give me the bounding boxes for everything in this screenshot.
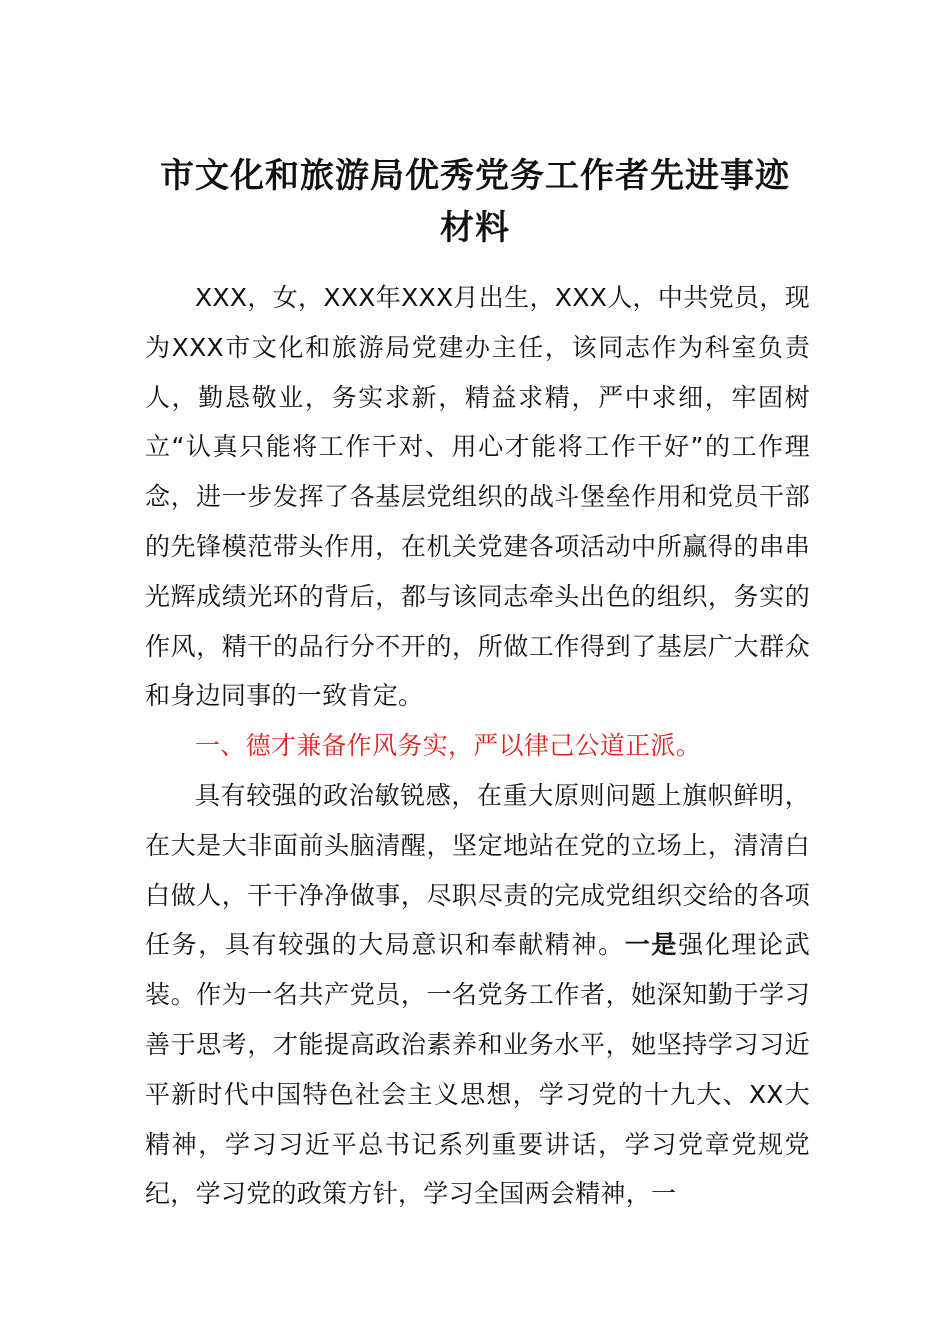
document-body	[145, 273, 810, 1219]
intro-paragraph: XXX，女，XXX年XXX月出生，XXX人，中共党员，现为XXX市文化和旅游局党建办主任，该同志作为科室负责人，勤恳敬业，务实求新，精益求精，严中求细，牢固树立“认真只能将工作干对、用心才能将工作干好”的工作理念，进一步发挥了各基层党组织的战斗堡垒作用和党员干部的先锋模范带头作用，在机关党建各项活动中所赢得的串串光辉成绩光环的背后，都与该同志牵头出色的组织，务实的作风，精干的品行分不开的，所做工作得到了基层广大群众和身边同事的一致肯定。	[145, 283, 810, 711]
section-paragraph-text: 具有较强的政治敏锐感，在重大原则问题上旗帜鲜明，在大是大非面前头脑清醒，坚定地站在党的立场上，清清白白做人，干干净净做事，尽职尽责的完成党组织交给的各项任务，具有较强的大局意识和奉献精神。	[145, 780, 810, 960]
section-paragraph-continuation: 强化理论武装。作为一名共产党员，一名党务工作者，她深知勤于学习善于思考，才能提高政治素养和业务水平，她坚持学习习近平新时代中国特色社会主义思想，学习党的十九大、XX大精神，学习习近平总书记系列重要讲话，学习党章党规党纪，学习党的政策方针，学习全国两会精神，一	[145, 930, 810, 1209]
section-heading: 一、德才兼备作风务实，严以律己公道正派。	[195, 731, 702, 761]
bold-marker: 一是	[624, 930, 679, 960]
document-title: 市文化和旅游局优秀党务工作者先进事迹材料	[160, 156, 790, 248]
section-paragraph	[145, 771, 810, 1219]
